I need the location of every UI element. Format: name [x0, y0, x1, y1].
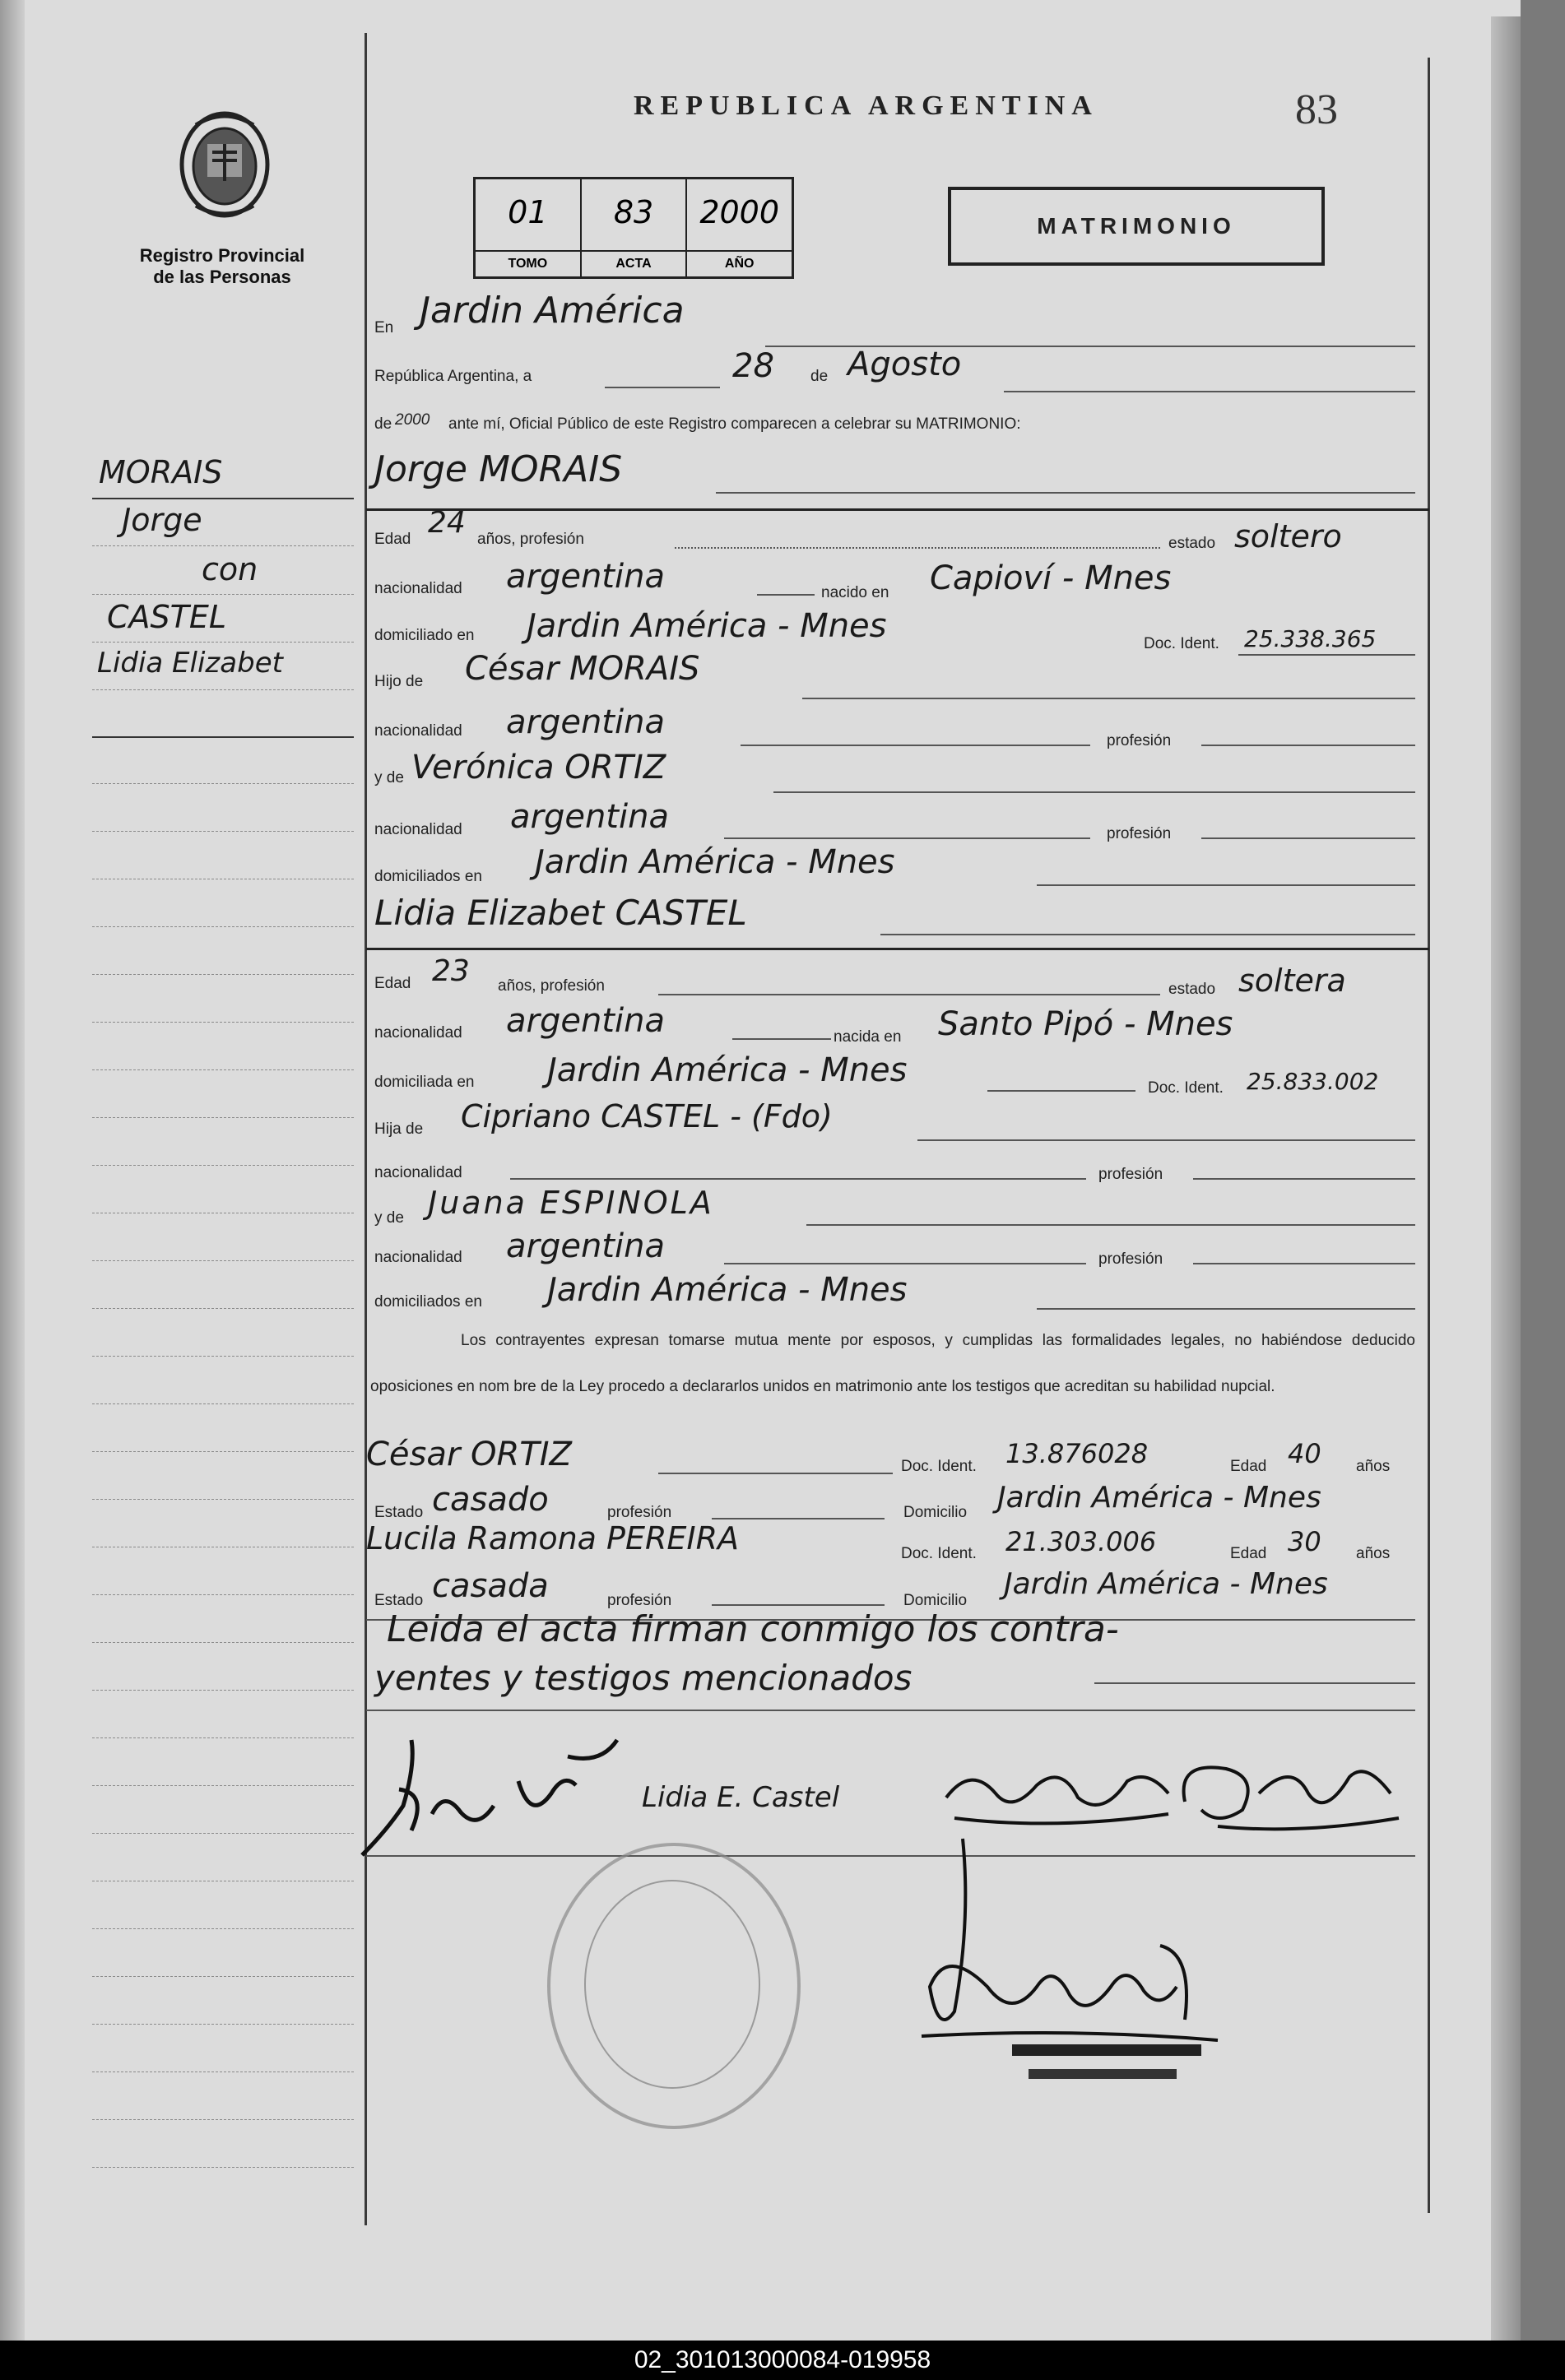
bride-birthplace: Santo Pipó - Mnes [938, 1005, 1233, 1043]
bride-father-profession-label: profesión [1098, 1166, 1163, 1183]
bride-section-divider [366, 948, 1429, 950]
witness2-name: Lucila Ramona PEREIRA [366, 1520, 739, 1557]
groom-profession-line [675, 547, 1160, 549]
anos-profesion-label: años, profesión [477, 531, 584, 548]
index-connector: con [202, 551, 258, 587]
sidebar-rule [92, 1451, 354, 1452]
witness1-name-line [658, 1473, 893, 1474]
domiciliado-en-label: domiciliado en [374, 627, 475, 644]
bride-nationality: argentina [506, 1002, 665, 1040]
sidebar-rule [92, 783, 354, 784]
groom-parents-domicile-line [1037, 884, 1415, 886]
witness1-profession-line [712, 1518, 885, 1519]
sidebar-rule [92, 642, 354, 643]
bride-mother-profession-line [1193, 1263, 1415, 1264]
index-name-1: Jorge [122, 502, 202, 538]
bride-signature: Lidia E. Castel [642, 1781, 840, 1814]
witness1-age: 40 [1288, 1438, 1321, 1469]
bride-nationality-line [732, 1038, 831, 1040]
index-surname-2: CASTEL [107, 599, 227, 635]
declaration-text: Los contrayentes expresan tomarse mutua mente por esposos, y cumplidas las formalidades legales, no habiéndose deducido oposiciones en nom bre de la Ley procedo a declararlos unidos en matrimonio ante los testigos que acreditan su habilidad nupcial. [370, 1332, 1415, 1395]
witness1-domicilio-label: Domicilio [903, 1504, 968, 1521]
sidebar-rule [92, 736, 354, 738]
sidebar-rule [92, 1785, 354, 1786]
witness2-domicilio-label: Domicilio [903, 1592, 968, 1609]
page-number: 83 [1295, 86, 1338, 133]
closing-line1: Leida el acta firman conmigo los contra- [387, 1608, 1119, 1650]
sidebar-rule [92, 1642, 354, 1643]
witness1-doc: 13.876028 [1005, 1438, 1149, 1469]
witness2-anos-label: años [1356, 1545, 1391, 1562]
witness2-domicile: Jardin América - Mnes [1004, 1567, 1328, 1601]
groom-name-line [716, 492, 1415, 494]
page-binding [0, 0, 25, 2341]
witness2-status: casada [432, 1567, 549, 1605]
witness1-name: César ORTIZ [366, 1436, 572, 1473]
bride-father: Cipriano CASTEL - (Fdo) [461, 1098, 833, 1134]
groom-name: Jorge MORAIS [374, 448, 623, 490]
groom-father-nationality: argentina [506, 703, 665, 741]
mother-nationality-label: nacionalidad [374, 821, 462, 838]
bride-status: soltera [1238, 963, 1346, 999]
groom-mother-line [773, 791, 1415, 793]
en-label: En [374, 319, 394, 336]
month-value: Agosto [848, 346, 962, 383]
ano-value: 2000 [699, 194, 780, 230]
bride-edad-label: Edad [374, 975, 411, 992]
witness2-profession-line [712, 1604, 885, 1606]
bride-domicile: Jardin América - Mnes [547, 1051, 908, 1089]
acta-label: ACTA [582, 250, 686, 276]
sidebar-rule [92, 2024, 354, 2025]
closing-line [1094, 1682, 1415, 1684]
groom-birthplace: Capioví - Mnes [930, 559, 1172, 597]
bride-doc-ident-label: Doc. Ident. [1148, 1079, 1224, 1097]
father-profession-label: profesión [1107, 732, 1172, 749]
right-margin-line [1428, 58, 1430, 2213]
domiciliados-en-label: domiciliados en [374, 868, 482, 885]
page-edge [1491, 16, 1521, 2341]
sidebar-rule [92, 1594, 354, 1595]
registry-title-line1: Registro Provincial [139, 245, 305, 266]
bride-anos-profesion-label: años, profesión [498, 977, 605, 995]
witness1-profession-label: profesión [607, 1504, 672, 1521]
groom-mother: Verónica ORTIZ [411, 749, 666, 786]
sidebar-rule [92, 926, 354, 927]
ante-text: ante mí, Oficial Público de este Registro comparecen a celebrar su MATRIMONIO: [448, 415, 1021, 433]
groom-nationality-line [757, 594, 815, 596]
republica-label: República Argentina, a [374, 368, 532, 385]
registry-title [115, 245, 329, 288]
closing-bottom-line [366, 1710, 1415, 1711]
nacionalidad-label: nacionalidad [374, 580, 462, 597]
closing-line2: yentes y testigos mencionados [374, 1658, 913, 1698]
sidebar-rule [92, 1690, 354, 1691]
witness2-profession-label: profesión [607, 1592, 672, 1609]
sidebar-rule [92, 1308, 354, 1309]
bride-mother-nationality: argentina [506, 1227, 665, 1265]
witness2-age: 30 [1288, 1526, 1321, 1557]
groom-father: César MORAIS [465, 650, 700, 688]
sidebar-rule [92, 974, 354, 975]
bride-mother-nationality-label: nacionalidad [374, 1249, 462, 1266]
sidebar-rule [92, 1833, 354, 1834]
bride-father-line [917, 1139, 1415, 1141]
tomo-value: 01 [508, 194, 548, 230]
witness2-edad-label: Edad [1230, 1545, 1267, 1562]
nacida-en-label: nacida en [834, 1028, 902, 1046]
domiciliada-en-label: domiciliada en [374, 1074, 475, 1091]
republica-line [605, 387, 720, 388]
tomo-cell [476, 179, 582, 276]
bride-profession-line [658, 994, 1160, 995]
sidebar-rule [92, 498, 354, 499]
nacido-en-label: nacido en [821, 584, 889, 601]
sidebar-rule [92, 1022, 354, 1023]
father-nationality-label: nacionalidad [374, 722, 462, 740]
day-value: 28 [732, 347, 774, 385]
bride-name: Lidia Elizabet CASTEL [374, 893, 747, 933]
ano-label: AÑO [687, 250, 792, 276]
father-profession-line [1201, 745, 1415, 746]
image-caption: 02_301013000084-019958 [0, 2341, 1565, 2380]
y-de-label: y de [374, 769, 404, 786]
sidebar-rule [92, 1737, 354, 1738]
groom-mother-nationality: argentina [510, 798, 669, 836]
groom-doc: 25.338.365 [1244, 625, 1377, 652]
mother-profession-line [1201, 837, 1415, 839]
groom-age: 24 [428, 506, 466, 540]
index-name-2: Lidia Elizabet [97, 647, 283, 680]
sidebar-rule [92, 1403, 354, 1404]
index-surname-1: MORAIS [99, 454, 223, 490]
bride-father-nationality-label: nacionalidad [374, 1164, 462, 1181]
bride-parents-domicile: Jardin América - Mnes [547, 1271, 908, 1309]
groom-section-divider [366, 508, 1429, 511]
groom-status: soltero [1234, 518, 1342, 554]
month-line [1004, 391, 1415, 392]
sidebar-rule [92, 1976, 354, 1977]
tomo-label: TOMO [476, 250, 580, 276]
year-prefix-label: de [374, 415, 392, 433]
sidebar-rule [92, 1260, 354, 1261]
groom-domicile: Jardin América - Mnes [527, 607, 887, 645]
sidebar-rule [92, 2119, 354, 2120]
official-signature-icon [889, 1822, 1234, 2094]
bride-doc: 25.833.002 [1247, 1068, 1379, 1095]
official-stamp-inner-icon [584, 1880, 760, 2089]
registry-title-line2: de las Personas [153, 267, 291, 287]
bride-mother-line [806, 1224, 1415, 1226]
sidebar-rule [92, 831, 354, 832]
sidebar-rule [92, 2071, 354, 2072]
groom-parents-domicile: Jardin América - Mnes [535, 843, 895, 881]
margin-line [365, 33, 367, 2225]
witness2-doc-label: Doc. Ident. [901, 1545, 977, 1562]
mother-nationality-line [724, 837, 1090, 839]
witness1-edad-label: Edad [1230, 1458, 1267, 1475]
crest-seal-icon [171, 107, 278, 222]
mother-profession-label: profesión [1107, 825, 1172, 842]
bride-age: 23 [432, 954, 470, 988]
groom-nationality: argentina [506, 558, 665, 596]
witness1-doc-label: Doc. Ident. [901, 1458, 977, 1475]
hijo-de-label: Hijo de [374, 673, 424, 690]
record-type-box: MATRIMONIO [948, 187, 1325, 266]
record-index-box [473, 177, 794, 279]
groom-doc-line [1238, 654, 1415, 656]
edad-label: Edad [374, 531, 411, 548]
ano-cell [687, 179, 792, 276]
witness1-anos-label: años [1356, 1458, 1391, 1475]
hija-de-label: Hija de [374, 1120, 424, 1138]
de-label: de [810, 368, 829, 385]
bride-y-de-label: y de [374, 1209, 404, 1227]
sidebar-rule [92, 1069, 354, 1070]
acta-cell [582, 179, 688, 276]
sidebar-rule [92, 689, 354, 690]
bride-mother: Juana ESPINOLA [428, 1185, 714, 1221]
sidebar-rule [92, 1165, 354, 1166]
bride-mother-profession-label: profesión [1098, 1250, 1163, 1268]
acta-value: 83 [613, 194, 654, 230]
bride-father-nationality-line [510, 1178, 1086, 1180]
sidebar-rule [92, 1499, 354, 1500]
doc-ident-label: Doc. Ident. [1144, 635, 1219, 652]
father-nationality-line [741, 745, 1090, 746]
estado-label: estado [1168, 535, 1216, 552]
sidebar-rule [92, 545, 354, 546]
groom-father-line [802, 698, 1415, 699]
bride-domicile-line [987, 1090, 1135, 1092]
bride-father-profession-line [1193, 1178, 1415, 1180]
sidebar-rule [92, 1356, 354, 1357]
place-value: Jardin América [420, 290, 685, 332]
sidebar-rule [92, 2167, 354, 2168]
bride-estado-label: estado [1168, 981, 1216, 998]
witness1-domicile: Jardin América - Mnes [997, 1481, 1321, 1515]
witness2-estado-label: Estado [374, 1592, 424, 1609]
country-header: REPUBLICA ARGENTINA [634, 90, 1098, 121]
bride-domiciliados-en-label: domiciliados en [374, 1293, 482, 1311]
bride-name-line [880, 934, 1415, 935]
witness2-doc: 21.303.006 [1005, 1526, 1157, 1557]
bride-mother-nationality-line [724, 1263, 1086, 1264]
sidebar-rule [92, 1117, 354, 1118]
sidebar-rule [92, 594, 354, 595]
bride-nationality-label: nacionalidad [374, 1024, 462, 1042]
year-value: 2000 [395, 411, 430, 429]
witness1-estado-label: Estado [374, 1504, 424, 1521]
bride-parents-domicile-line [1037, 1308, 1415, 1310]
sidebar-rule [92, 1928, 354, 1929]
witness1-status: casado [432, 1481, 549, 1519]
